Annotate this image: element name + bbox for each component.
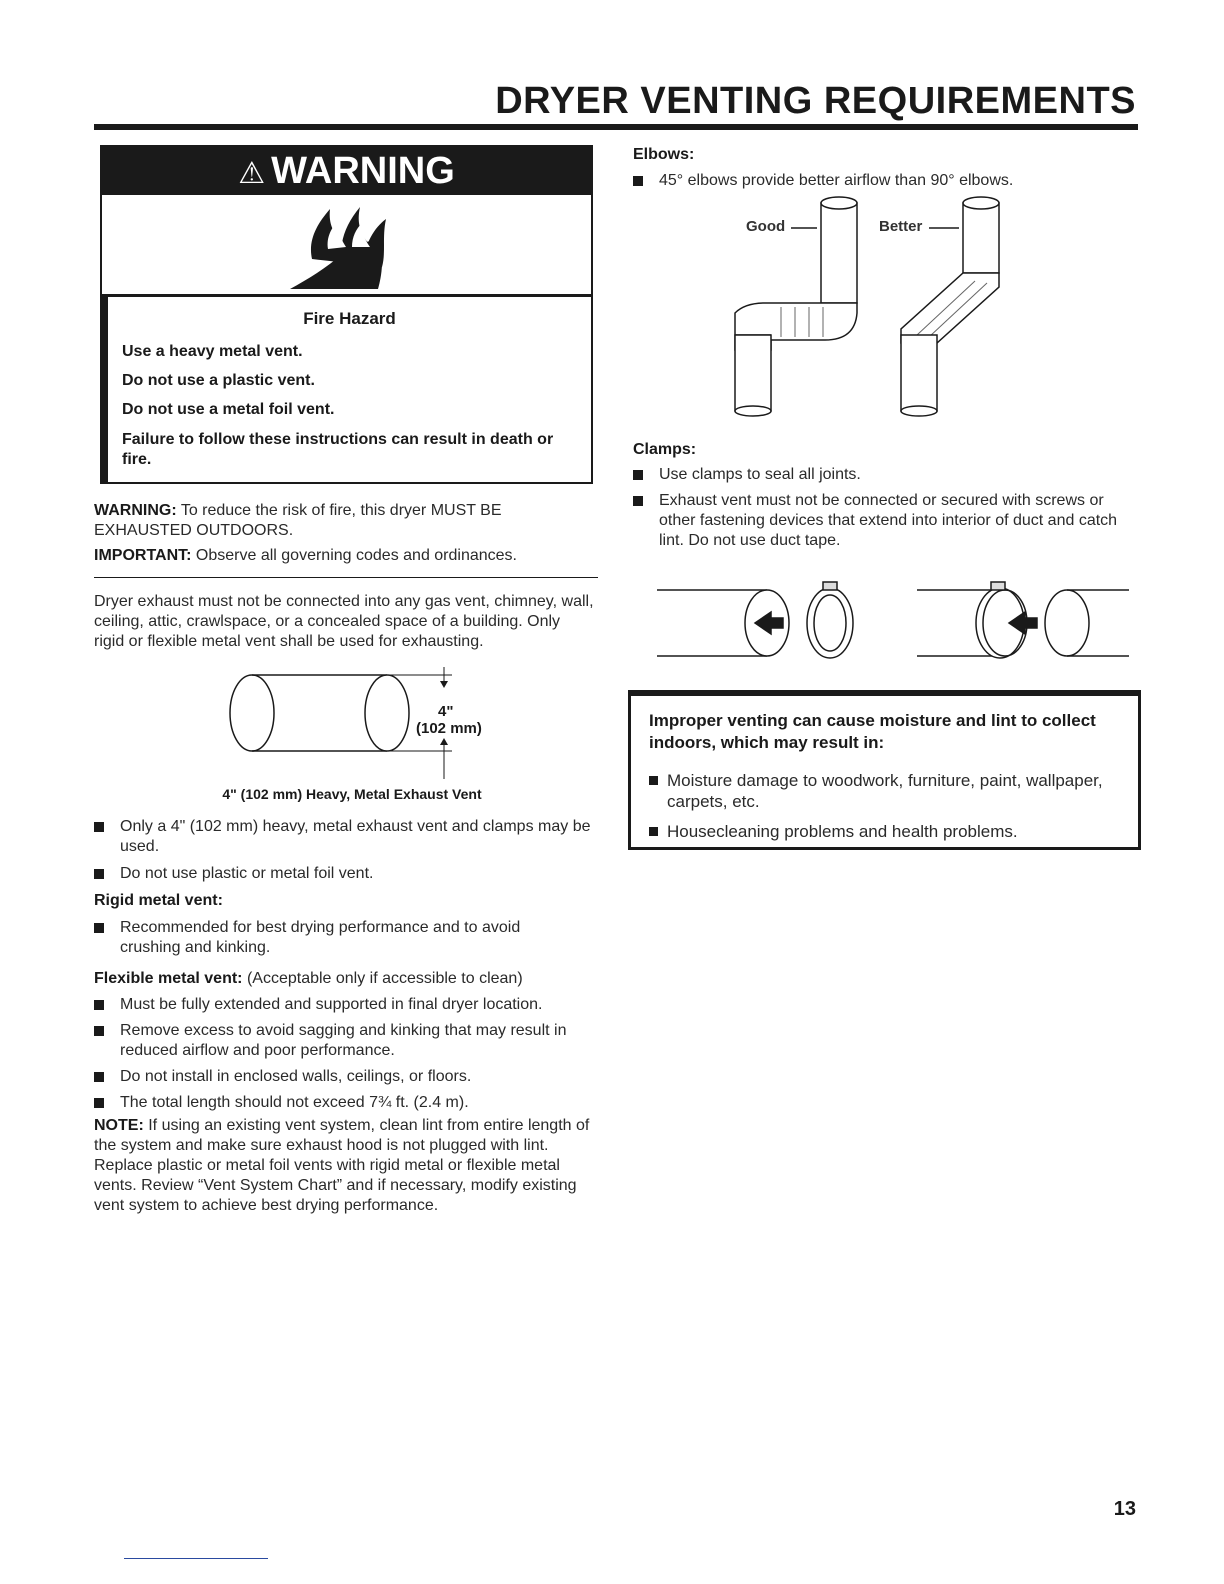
page-number: 13	[1113, 1498, 1136, 1520]
bullet-icon	[649, 776, 658, 785]
improper-heading: Improper venting can cause moisture and lint to collect indoors, which may result in:	[649, 711, 1096, 752]
vent-dimension-in: 4"	[438, 703, 454, 720]
warning-note-label: WARNING:	[94, 502, 177, 519]
clamps-heading: Clamps:	[633, 441, 697, 458]
hazard-line: Do not use a plastic vent.	[122, 372, 315, 389]
list-item-text: Exhaust vent must not be connected or secured with screws or other fastening devices that extend into interior of duct and catch lint. Do not use duct tape.	[659, 492, 1118, 549]
rigid-bullets	[94, 918, 554, 958]
note-paragraph	[94, 1116, 596, 1216]
footer-rule	[124, 1558, 268, 1559]
fire-hazard-icon	[282, 197, 402, 295]
elbow-45-figure	[901, 197, 999, 416]
note-label: NOTE:	[94, 1117, 144, 1134]
list-item-text: Only a 4" (102 mm) heavy, metal exhaust vent and clamps may be used.	[120, 818, 591, 855]
rigid-heading: Rigid metal vent:	[94, 892, 223, 909]
bullet-icon	[94, 869, 104, 879]
important-note	[94, 546, 594, 566]
better-label: Better	[879, 218, 923, 235]
list-item	[94, 1021, 594, 1061]
warning-note-text: To reduce the risk of fire, this dryer MUST BE EXHAUSTED OUTDOORS.	[94, 502, 502, 539]
warning-box	[100, 145, 593, 484]
list-item	[633, 491, 1123, 551]
flexible-heading-row	[94, 969, 594, 989]
hazard-line: Do not use a metal foil vent.	[122, 401, 335, 418]
bullet-icon	[94, 923, 104, 933]
list-item-text: Recommended for best drying performance and to avoid crushing and kinking.	[120, 919, 521, 956]
list-item-text: Must be fully extended and supported in final dryer location.	[120, 996, 543, 1013]
list-item	[94, 864, 594, 884]
list-item	[649, 821, 1128, 842]
bullet-icon	[94, 1072, 104, 1082]
warning-triangle-icon: ⚠	[238, 157, 266, 190]
vent-dimension-mm: (102 mm)	[416, 720, 482, 737]
list-item-text: Do not install in enclosed walls, ceilings, or floors.	[120, 1068, 472, 1085]
note-text: If using an existing vent system, clean lint from entire length of the system and make sure exhaust hood is not plugged with lint. Replace plastic or metal foil vents with rigid metal or flexible metal vents. Review “Vent System Chart” and if necessary, modify existing vent system to achieve best drying performance.	[94, 1117, 590, 1214]
bullet-icon	[633, 496, 643, 506]
bullet-icon	[94, 1026, 104, 1036]
list-item-text: Do not use plastic or metal foil vent.	[120, 865, 374, 882]
flexible-bullets	[94, 995, 594, 1113]
list-item-text: 45° elbows provide better airflow than 90° elbows.	[659, 172, 1014, 189]
list-item	[94, 918, 554, 958]
improper-bullets	[649, 770, 1128, 842]
hazard-title: Fire Hazard	[303, 309, 396, 328]
elbow-90-figure	[735, 197, 857, 416]
bullet-icon	[633, 176, 643, 186]
bullet-icon	[633, 470, 643, 480]
flexible-heading: Flexible metal vent:	[94, 970, 243, 987]
improper-venting-box	[628, 690, 1141, 850]
bullet-icon	[94, 822, 104, 832]
page-title: DRYER VENTING REQUIREMENTS	[495, 80, 1136, 122]
list-item-text: Moisture damage to woodwork, furniture, paint, wallpaper, carpets, etc.	[667, 771, 1103, 811]
vent-caption: 4" (102 mm) Heavy, Metal Exhaust Vent	[222, 786, 482, 802]
clamps-diagram	[655, 578, 1135, 663]
warning-banner	[102, 147, 591, 195]
list-item	[649, 770, 1128, 812]
header-rule	[94, 124, 1138, 130]
elbows-diagram	[725, 195, 1015, 420]
fire-panel	[102, 195, 591, 297]
list-item	[94, 1093, 594, 1113]
list-item-text: Use clamps to seal all joints.	[659, 466, 861, 483]
important-note-label: IMPORTANT:	[94, 547, 192, 564]
clamp-before-figure	[657, 582, 853, 658]
elbows-heading: Elbows:	[633, 146, 695, 163]
hazard-line: Failure to follow these instructions can result in death or fire.	[122, 431, 554, 468]
list-item	[94, 817, 594, 857]
list-item	[633, 171, 1133, 191]
list-item-text: Remove excess to avoid sagging and kinking that may result in reduced airflow and poor performance.	[120, 1022, 567, 1059]
clamps-bullets	[633, 465, 1123, 551]
section-divider	[94, 577, 598, 578]
important-note-text: Observe all governing codes and ordinances.	[191, 547, 517, 564]
list-item-text: Housecleaning problems and health problems.	[667, 822, 1018, 841]
bullet-icon	[649, 827, 658, 836]
list-item	[94, 1067, 594, 1087]
list-item	[94, 995, 594, 1015]
warning-note	[94, 501, 574, 541]
hazard-text	[102, 297, 591, 482]
elbows-bullets	[633, 171, 1133, 191]
exhaust-paragraph: Dryer exhaust must not be connected into any gas vent, chimney, wall, ceiling, attic, crawlspace, or a concealed space of a building. Only rigid or flexible metal vent shall be used for exhausting.	[94, 593, 594, 650]
warning-banner-label: WARNING	[271, 150, 455, 192]
flexible-heading-note: (Acceptable only if accessible to clean)	[242, 970, 523, 987]
bullet-icon	[94, 1000, 104, 1010]
clamp-after-figure	[917, 582, 1129, 658]
list-item-text: The total length should not exceed 7¾ ft. (2.4 m).	[120, 1094, 469, 1111]
good-label: Good	[746, 218, 786, 235]
list-item	[633, 465, 1123, 485]
hazard-line: Use a heavy metal vent.	[122, 343, 303, 360]
vent-bullets	[94, 817, 594, 884]
bullet-icon	[94, 1098, 104, 1108]
